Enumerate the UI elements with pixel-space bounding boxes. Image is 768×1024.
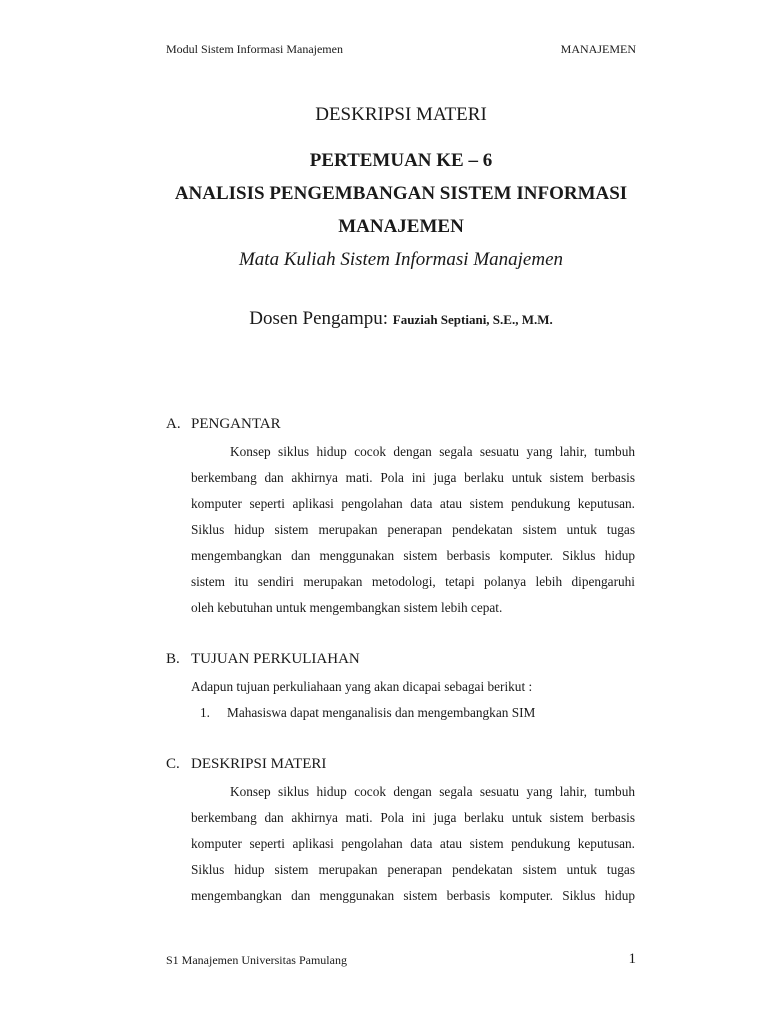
- section-b-letter: B.: [166, 651, 180, 667]
- list-item-text: Mahasiswa dapat menganalisis dan mengembangkan SIM: [227, 705, 536, 720]
- paragraph-line: sistem itu sendiri merupakan metodologi, tetapi polanya lebih dipengaruhi: [191, 574, 635, 589]
- lecturer-label: Dosen Pengampu:: [249, 308, 389, 329]
- paragraph-line: berkembang dan akhirnya mati. Pola ini juga berlaku untuk sistem berbasis: [191, 470, 635, 485]
- section-a-paragraph: [191, 439, 635, 621]
- paragraph-line: mengembangkan dan menggunakan sistem berbasis komputer. Siklus hidup: [191, 548, 635, 563]
- section-c-paragraph: [191, 779, 635, 909]
- section-c-letter: C.: [166, 756, 180, 772]
- page-number: 1: [628, 951, 636, 967]
- course-name: Mata Kuliah Sistem Informasi Manajemen: [238, 249, 564, 270]
- paragraph-line: komputer seperti aplikasi pengolahan data atau sistem pendukung keputusan.: [191, 496, 635, 511]
- objectives-list-item: [200, 705, 535, 721]
- running-header-subject: MANAJEMEN: [560, 42, 636, 56]
- paragraph-line: berkembang dan akhirnya mati. Pola ini juga berlaku untuk sistem berbasis: [191, 810, 635, 825]
- section-b-intro: Adapun tujuan perkuliahaan yang akan dicapai sebagai berikut :: [191, 679, 533, 694]
- section-a-title: PENGANTAR: [191, 416, 281, 432]
- meeting-number: PERTEMUAN KE – 6: [309, 150, 493, 171]
- footer-institution: S1 Manajemen Universitas Pamulang: [166, 953, 347, 967]
- module-title-line-2: MANAJEMEN: [338, 216, 464, 237]
- paragraph-line: Siklus hidup sistem merupakan penerapan pendekatan sistem untuk tugas: [191, 522, 635, 537]
- paragraph-line: Konsep siklus hidup cocok dengan segala sesuatu yang lahir, tumbuh: [230, 784, 635, 799]
- lecturer-line: [150, 308, 652, 330]
- section-c-heading: [166, 755, 326, 773]
- module-title-line-1: ANALISIS PENGEMBANGAN SISTEM INFORMASI: [174, 183, 628, 204]
- section-a-letter: A.: [166, 416, 181, 432]
- list-item-number: 1.: [200, 705, 210, 720]
- section-b-title: TUJUAN PERKULIAHAN: [191, 651, 360, 667]
- section-a-heading: [166, 415, 281, 433]
- paragraph-line: mengembangkan dan menggunakan sistem berbasis komputer. Siklus hidup: [191, 888, 635, 903]
- section-c-title: DESKRIPSI MATERI: [191, 756, 327, 772]
- paragraph-line: oleh kebutuhan untuk mengembangkan sistem lebih cepat.: [191, 600, 503, 615]
- running-header-title: Modul Sistem Informasi Manajemen: [166, 42, 343, 56]
- section-b-heading: [166, 650, 360, 668]
- paragraph-line: Siklus hidup sistem merupakan penerapan pendekatan sistem untuk tugas: [191, 862, 635, 877]
- paragraph-line: komputer seperti aplikasi pengolahan data atau sistem pendukung keputusan.: [191, 836, 635, 851]
- lecturer-name: Fauziah Septiani, S.E., M.M.: [392, 312, 553, 327]
- document-label: DESKRIPSI MATERI: [315, 104, 487, 125]
- paragraph-line: Konsep siklus hidup cocok dengan segala sesuatu yang lahir, tumbuh: [230, 444, 635, 459]
